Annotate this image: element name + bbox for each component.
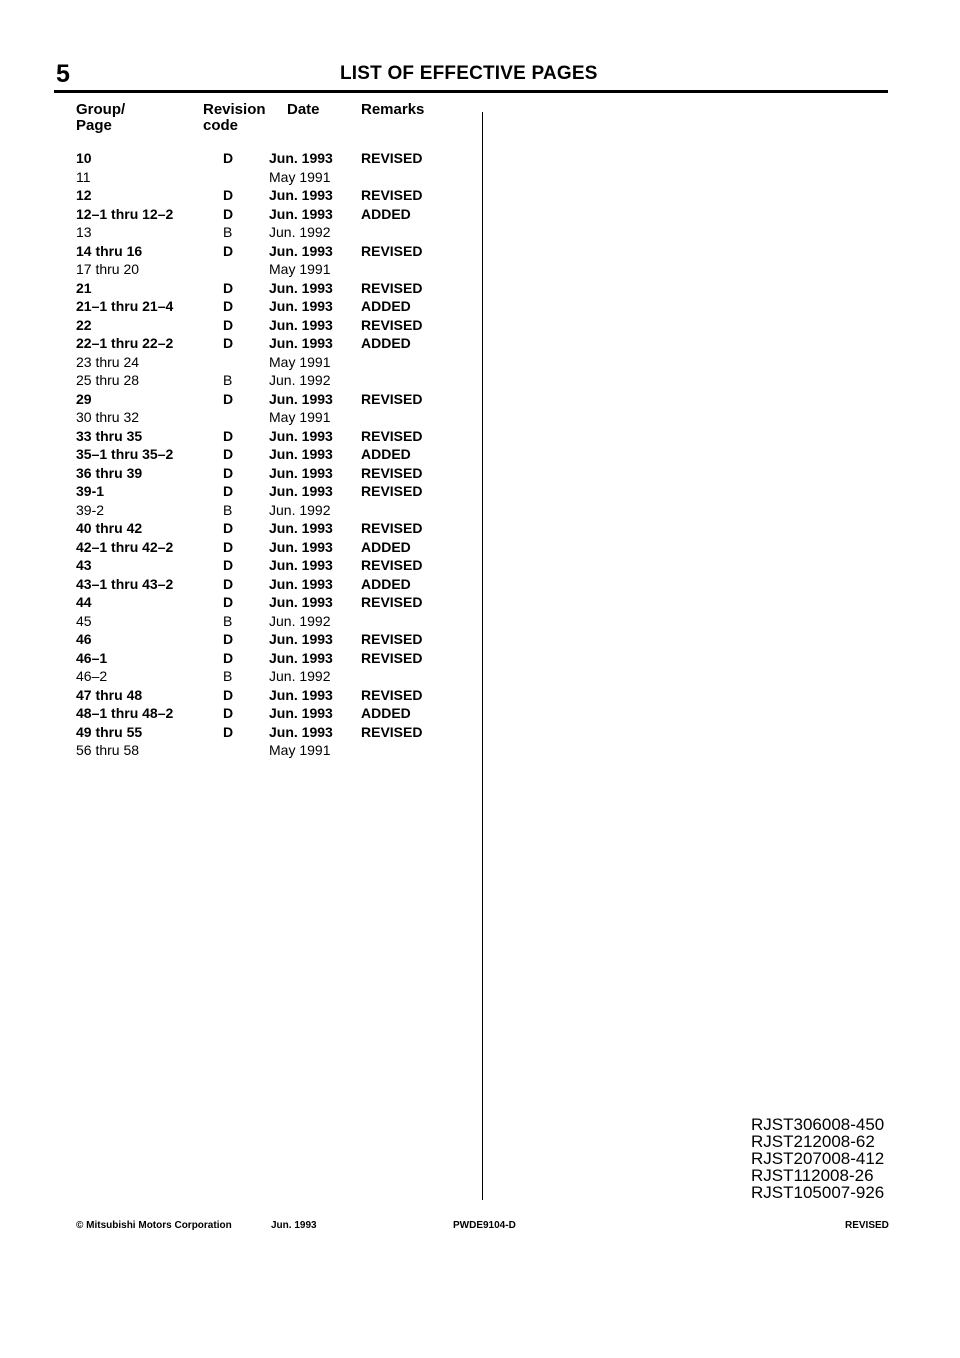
page-title: LIST OF EFFECTIVE PAGES <box>340 63 598 84</box>
date-cell: Jun. 1993 <box>269 520 333 536</box>
footer-doc-id: PWDE9104-D <box>453 1220 516 1231</box>
remarks-cell: REVISED <box>361 557 423 573</box>
date-cell: Jun. 1993 <box>269 298 333 314</box>
page-cell: 56 thru 58 <box>76 742 140 758</box>
table-row <box>0 556 480 575</box>
date-cell: Jun. 1993 <box>269 705 333 721</box>
table-row <box>0 667 480 686</box>
table-row <box>0 149 480 168</box>
table-row <box>0 260 480 279</box>
table-row <box>0 408 480 427</box>
column-header-revision-code <box>203 102 266 134</box>
page-cell: 36 thru 39 <box>76 464 143 481</box>
revision-code-cell: D <box>223 150 234 166</box>
revision-code-cell: B <box>223 501 233 518</box>
page-cell: 42–1 thru 42–2 <box>76 538 174 555</box>
revision-code-cell: D <box>223 464 234 481</box>
date-cell: Jun. 1992 <box>269 501 331 518</box>
remarks-cell: REVISED <box>361 242 423 259</box>
page-cell: 22–1 thru 22–2 <box>76 335 174 351</box>
header-rule <box>54 90 888 93</box>
page-cell: 45 <box>76 612 92 629</box>
remarks-cell: REVISED <box>361 686 423 703</box>
table-row <box>0 186 480 205</box>
date-cell: May 1991 <box>269 409 331 425</box>
page-cell: 39-1 <box>76 483 105 499</box>
page-cell: 10 <box>76 150 92 166</box>
page-cell: 13 <box>76 224 92 240</box>
page-cell: 49 thru 55 <box>76 723 143 740</box>
reference-code: RJST212008-62 <box>751 1132 875 1151</box>
page-cell: 30 thru 32 <box>76 409 140 425</box>
revision-code-cell: D <box>223 298 234 314</box>
date-cell: Jun. 1993 <box>269 594 333 610</box>
remarks-cell: ADDED <box>361 205 411 222</box>
table-row <box>0 723 480 742</box>
page-cell: 21 <box>76 279 92 296</box>
date-cell: Jun. 1993 <box>269 150 333 166</box>
remarks-cell: REVISED <box>361 464 423 481</box>
date-cell: Jun. 1993 <box>269 187 333 203</box>
remarks-cell: REVISED <box>361 649 423 666</box>
revision-code-cell: D <box>223 557 234 573</box>
revision-code-cell: D <box>223 631 234 647</box>
table-row <box>0 741 480 760</box>
table-row <box>0 649 480 668</box>
remarks-cell: REVISED <box>361 723 423 740</box>
table-row <box>0 279 480 298</box>
page-cell: 46 <box>76 631 92 647</box>
date-cell: Jun. 1993 <box>269 723 333 740</box>
table-row <box>0 445 480 464</box>
page-cell: 46–1 <box>76 649 108 666</box>
footer-status: REVISED <box>845 1220 889 1231</box>
table-row <box>0 501 480 520</box>
table-row <box>0 316 480 335</box>
remarks-cell: REVISED <box>361 427 423 444</box>
revision-code-cell: D <box>223 705 234 721</box>
page-cell: 46–2 <box>76 668 108 684</box>
column-divider <box>482 112 483 1200</box>
date-cell: Jun. 1993 <box>269 335 333 351</box>
table-row <box>0 353 480 372</box>
remarks-cell: ADDED <box>361 446 411 462</box>
revision-code-cell: B <box>223 612 233 629</box>
revision-code-cell: D <box>223 205 234 222</box>
revision-code-cell: D <box>223 316 234 333</box>
date-cell: Jun. 1993 <box>269 631 333 647</box>
page-cell: 14 thru 16 <box>76 242 143 259</box>
remarks-cell: REVISED <box>361 594 423 610</box>
revision-code-cell: D <box>223 483 234 499</box>
column-header-group-page <box>76 102 125 134</box>
date-cell: Jun. 1993 <box>269 205 333 222</box>
revision-code-cell: D <box>223 575 234 592</box>
page-cell: 43–1 thru 43–2 <box>76 575 174 592</box>
date-cell: Jun. 1993 <box>269 557 333 573</box>
page-cell: 47 thru 48 <box>76 686 143 703</box>
remarks-cell: REVISED <box>361 483 423 499</box>
date-cell: Jun. 1992 <box>269 224 331 240</box>
remarks-cell: ADDED <box>361 335 411 351</box>
page-cell: 25 thru 28 <box>76 372 140 388</box>
revision-code-cell: D <box>223 723 234 740</box>
table-row <box>0 519 480 538</box>
remarks-cell: ADDED <box>361 575 411 592</box>
table-row <box>0 205 480 224</box>
remarks-cell: ADDED <box>361 538 411 555</box>
page-cell: 43 <box>76 557 92 573</box>
remarks-cell: ADDED <box>361 298 411 314</box>
date-cell: May 1991 <box>269 742 331 758</box>
date-cell: May 1991 <box>269 168 331 185</box>
table-row <box>0 482 480 501</box>
page-cell: 39-2 <box>76 501 105 518</box>
revision-code-cell: D <box>223 594 234 610</box>
reference-code: RJST112008-26 <box>751 1166 874 1185</box>
date-cell: Jun. 1993 <box>269 538 333 555</box>
date-cell: Jun. 1992 <box>269 372 331 388</box>
page-cell: 12–1 thru 12–2 <box>76 205 174 222</box>
page-cell: 35–1 thru 35–2 <box>76 446 174 462</box>
revision-code-cell: D <box>223 187 234 203</box>
date-cell: Jun. 1993 <box>269 464 333 481</box>
column-header-date: Date <box>287 101 320 118</box>
date-cell: Jun. 1993 <box>269 316 333 333</box>
page-number: 5 <box>56 60 70 88</box>
table-row <box>0 371 480 390</box>
footer-copyright: © Mitsubishi Motors Corporation <box>76 1220 232 1231</box>
date-cell: Jun. 1993 <box>269 575 333 592</box>
revision-code-cell: B <box>223 668 233 684</box>
effective-pages-table <box>0 149 480 760</box>
page-cell: 12 <box>76 187 92 203</box>
page-cell: 48–1 thru 48–2 <box>76 705 174 721</box>
date-cell: Jun. 1993 <box>269 649 333 666</box>
remarks-cell: REVISED <box>361 187 423 203</box>
reference-code: RJST207008-412 <box>751 1149 885 1168</box>
revision-code-cell: D <box>223 427 234 444</box>
table-row <box>0 593 480 612</box>
table-row <box>0 223 480 242</box>
date-cell: Jun. 1993 <box>269 427 333 444</box>
date-cell: Jun. 1992 <box>269 612 331 629</box>
revision-code-cell: D <box>223 446 234 462</box>
table-row <box>0 464 480 483</box>
column-header-revision-code-label: Revision code <box>203 101 266 134</box>
reference-code: RJST105007-926 <box>751 1183 885 1202</box>
page-cell: 23 thru 24 <box>76 353 140 370</box>
revision-code-cell: D <box>223 242 234 259</box>
reference-code: RJST306008-450 <box>751 1115 885 1134</box>
page-cell: 11 <box>76 168 91 185</box>
remarks-cell: REVISED <box>361 631 423 647</box>
table-row <box>0 612 480 631</box>
table-row <box>0 575 480 594</box>
remarks-cell: REVISED <box>361 279 423 296</box>
revision-code-cell: D <box>223 390 234 407</box>
table-row <box>0 686 480 705</box>
revision-code-cell: D <box>223 335 234 351</box>
revision-code-cell: D <box>223 520 234 536</box>
revision-code-cell: D <box>223 279 234 296</box>
page-cell: 29 <box>76 390 92 407</box>
remarks-cell: REVISED <box>361 316 423 333</box>
table-row <box>0 242 480 261</box>
table-row <box>0 168 480 187</box>
page-cell: 17 thru 20 <box>76 261 140 277</box>
reference-codes <box>751 1116 884 1201</box>
remarks-cell: REVISED <box>361 150 423 166</box>
page-cell: 21–1 thru 21–4 <box>76 298 174 314</box>
page-cell: 33 thru 35 <box>76 427 143 444</box>
date-cell: Jun. 1993 <box>269 242 333 259</box>
revision-code-cell: D <box>223 649 234 666</box>
table-row <box>0 427 480 446</box>
column-header-group-page-label: Group/ Page <box>76 101 126 134</box>
revision-code-cell: B <box>223 372 233 388</box>
date-cell: Jun. 1993 <box>269 446 333 462</box>
page-cell: 40 thru 42 <box>76 520 143 536</box>
table-row <box>0 704 480 723</box>
date-cell: Jun. 1992 <box>269 668 331 684</box>
revision-code-cell: D <box>223 686 234 703</box>
table-row <box>0 334 480 353</box>
date-cell: Jun. 1993 <box>269 686 333 703</box>
remarks-cell: REVISED <box>361 520 423 536</box>
table-row <box>0 630 480 649</box>
column-header-remarks: Remarks <box>361 101 425 118</box>
remarks-cell: ADDED <box>361 705 411 721</box>
date-cell: Jun. 1993 <box>269 483 333 499</box>
date-cell: May 1991 <box>269 353 331 370</box>
date-cell: Jun. 1993 <box>269 390 333 407</box>
table-row <box>0 390 480 409</box>
page-cell: 44 <box>76 594 92 610</box>
revision-code-cell: D <box>223 538 234 555</box>
revision-code-cell: B <box>223 224 233 240</box>
table-row <box>0 538 480 557</box>
table-row <box>0 297 480 316</box>
page-cell: 22 <box>76 316 92 333</box>
date-cell: May 1991 <box>269 261 331 277</box>
footer-date: Jun. 1993 <box>271 1220 317 1231</box>
remarks-cell: REVISED <box>361 390 423 407</box>
date-cell: Jun. 1993 <box>269 279 333 296</box>
